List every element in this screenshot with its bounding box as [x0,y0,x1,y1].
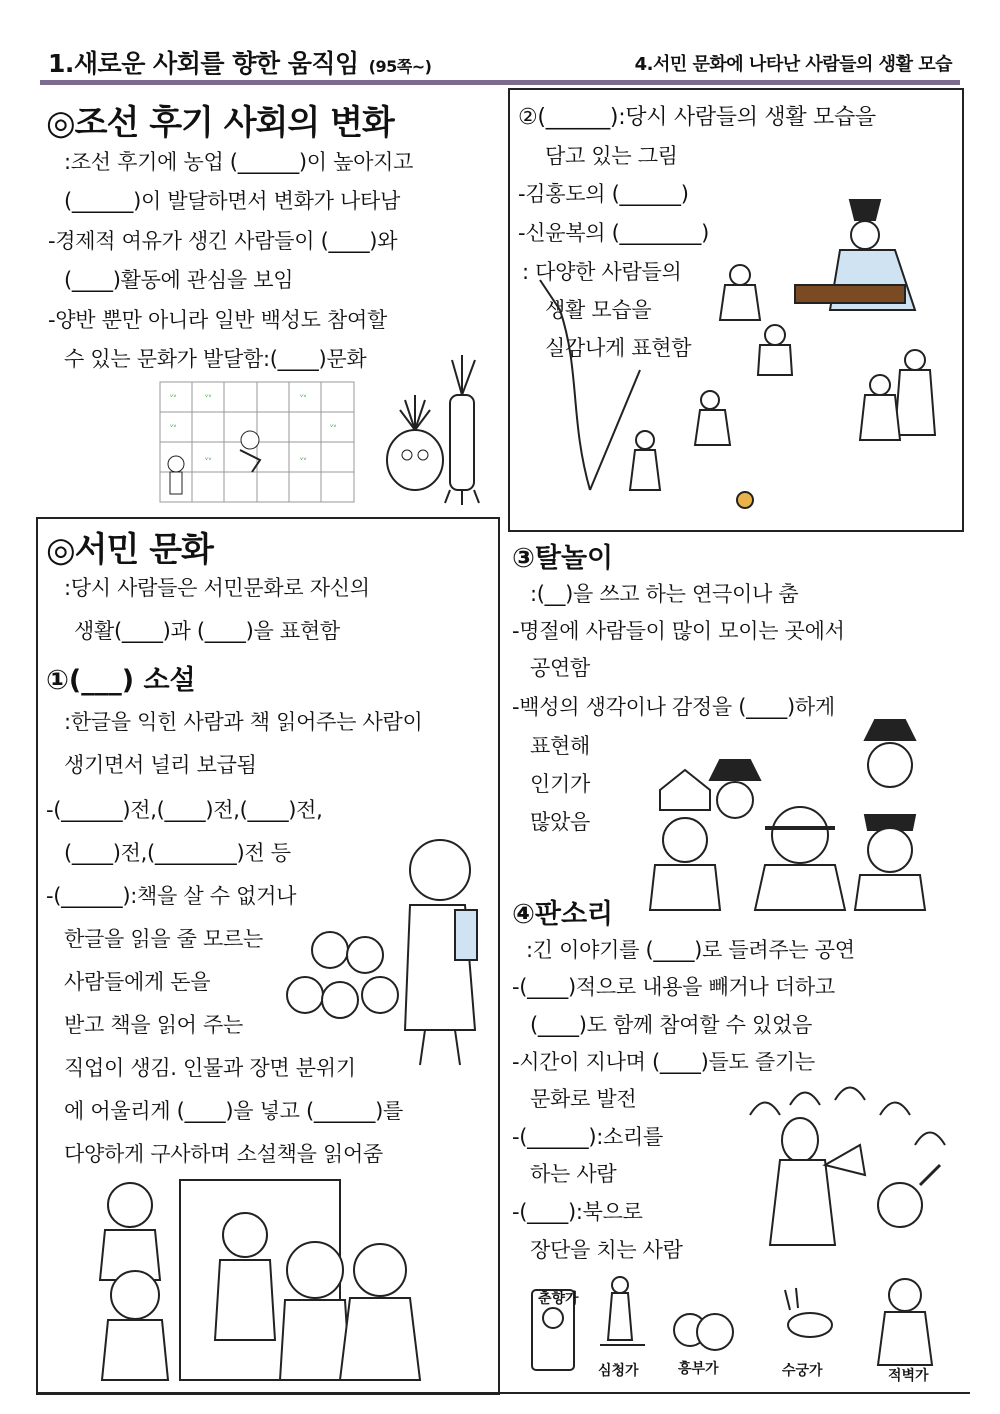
s4-line: 많았음 [530,810,590,834]
s1-line: :조선 후기에 농업 (______)이 높아지고 [64,150,414,174]
s1-line: -경제적 여유가 생긴 사람들이 (____)와 [48,229,398,253]
s3-line: (____)전,(________)전 등 [64,841,291,865]
svg-text:ᵥᵥ: ᵥᵥ [330,420,337,429]
pansori-illustration [740,1085,960,1250]
svg-text:ᵥᵥ: ᵥᵥ [170,390,177,399]
s2-line: 실감나게 표현함 [545,336,692,360]
svg-text:ᵥᵥ: ᵥᵥ [300,390,307,399]
s2-line: -신윤복의 (________) [518,221,709,245]
work-label: 심청가 [598,1363,639,1379]
s3-intro: :당시 사람들은 서민문화로 자신의 [64,576,370,600]
s4-line: 인기가 [530,772,590,796]
header-pages: (95쪽~) [368,57,432,76]
header-divider [40,80,960,85]
s5-line: 하는 사람 [530,1162,617,1186]
s5-line: :긴 이야기를 (____)로 들려주는 공연 [526,938,855,962]
s3-intro: 생활(____)과 (____)을 표현함 [74,619,340,643]
svg-text:ᵥᵥ: ᵥᵥ [300,453,307,462]
s1-line: (____)활동에 관심을 보임 [64,268,294,292]
svg-text:ᵥᵥ: ᵥᵥ [170,420,177,429]
s4-line: :(__)을 쓰고 하는 연극이나 춤 [530,582,799,606]
work-label: 흥부가 [678,1361,719,1377]
work-label: 수궁가 [782,1363,823,1379]
vegetable-illustration [380,355,490,505]
work-label: 춘향가 [538,1291,579,1307]
s5-line: -(____)적으로 내용을 빼거나 더하고 [512,975,835,999]
audience-illustration [80,1160,460,1385]
s5-line: 문화로 발전 [530,1087,637,1111]
s3-line: 다양하게 구사하며 소설책을 읽어줌 [64,1142,383,1166]
s3-line: 생기면서 널리 보급됨 [64,753,257,777]
s1-line: -양반 뿐만 아니라 일반 백성도 참여할 [48,308,387,332]
s4-line: -명절에 사람들이 많이 모이는 곳에서 [512,619,845,643]
s1-line: (______)이 발달하면서 변화가 나타남 [64,189,400,213]
header-title: 1.새로운 사회를 향한 움직임 (95쪽~) [48,49,432,78]
s3-line: -(______):책을 살 수 없거나 [46,884,297,908]
s3-line: 한글을 읽을 줄 모르는 [64,927,263,951]
s2-line: : 다양한 사람들의 [522,260,682,284]
s5-line: -시간이 지나며 (____)들도 즐기는 [512,1050,815,1074]
s3-line: :한글을 익힌 사람과 책 읽어주는 사람이 [64,710,423,734]
s3-line: 사람들에게 돈을 [64,970,211,994]
section2-title: ②(______):당시 사람들의 생활 모습을 [518,105,876,130]
s2-line: 담고 있는 그림 [545,144,678,168]
section1-title: ◎조선 후기 사회의 변화 [46,103,394,143]
s5-line: -(____):북으로 [512,1200,643,1224]
section5-title: ④판소리 [512,899,614,930]
header-subtitle: 4.서민 문화에 나타난 사람들의 생활 모습 [634,54,952,75]
s5-line: 장단을 치는 사람 [530,1238,683,1262]
work-label: 적벽가 [888,1368,929,1384]
s5-line: -(______):소리를 [512,1125,663,1149]
s3-line: 에 어울리게 (____)을 넣고 (______)를 [64,1099,403,1123]
genre-painting-illustration [530,190,950,520]
svg-text:ᵥᵥ: ᵥᵥ [205,390,212,399]
s3-line: 받고 책을 읽어 주는 [64,1013,244,1037]
farm-field-illustration [160,382,360,507]
s4-line: 공연함 [530,656,590,680]
s3-line: 직업이 생김. 인물과 장면 분위기 [64,1056,356,1080]
storyteller-illustration [290,830,490,1070]
svg-text:ᵥᵥ: ᵥᵥ [205,453,212,462]
s4-line: 표현해 [530,734,590,758]
s3-line: -(______)전,(____)전,(____)전, [46,798,323,822]
novel-subtitle: ①(___) 소설 [46,665,196,696]
s4-line: -백성의 생각이나 감정을 (____)하게 [512,695,835,719]
bottom-divider [36,1392,970,1394]
s2-line: 생활 모습을 [545,298,652,322]
section4-title: ③탈놀이 [512,543,614,574]
s2-line: -김홍도의 (______) [518,182,689,206]
s1-line: 수 있는 문화가 발달함:(____)문화 [64,347,367,371]
mask-dance-illustration [650,720,960,910]
s5-line: (____)도 함께 참여할 수 있었음 [530,1013,812,1037]
section3-title: ◎서민 문화 [46,530,213,570]
